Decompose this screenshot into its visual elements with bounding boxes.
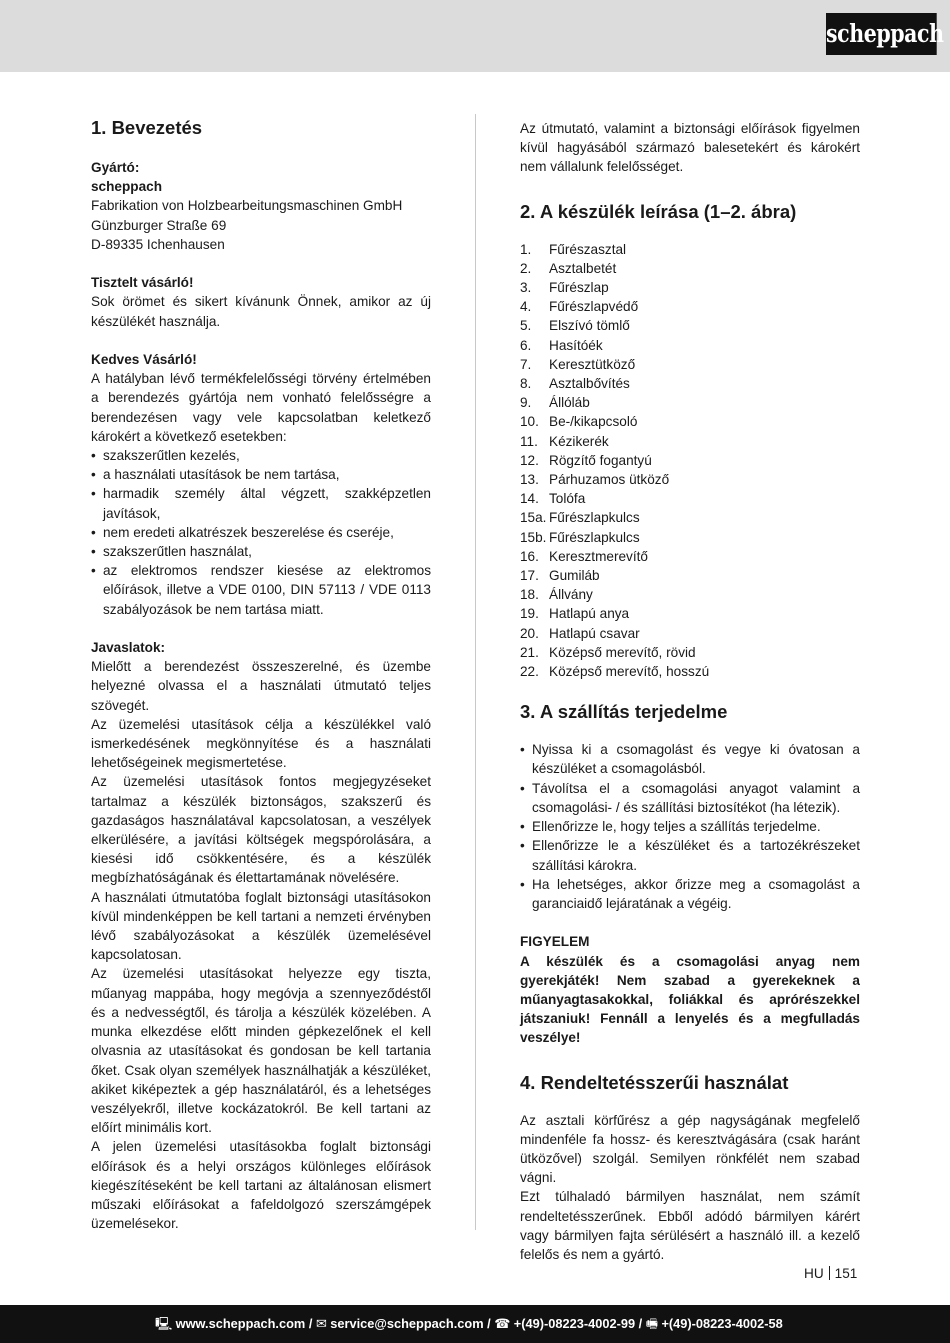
part-name: Hatlapú anya xyxy=(549,606,630,622)
part-number: 11. xyxy=(520,433,538,449)
part-number: 14. xyxy=(520,491,539,507)
part-number: 15a. xyxy=(520,510,547,526)
part-name: Rögzítő fogantyú xyxy=(549,452,652,468)
part-name: Tolófa xyxy=(549,491,586,507)
footer-separator: / xyxy=(483,1316,495,1331)
scheppach-logo: scheppach xyxy=(826,13,937,55)
warning-label: FIGYELEM xyxy=(520,934,590,950)
part-name: Hasítóék xyxy=(549,337,603,353)
part-name: Fűrészlapvédő xyxy=(549,299,639,315)
footer-phone: +(49)-08223-4002-99 xyxy=(513,1316,636,1331)
paragraph: Ezt túlhaladó bármilyen használat, nem számít rendeltetésszerűnek. Ebből adódó bármilyen kárért vagy bármilyen fajta sérülésért a használó ill. a kezelő felelős és nem a gyártó. xyxy=(520,1189,860,1262)
part-item xyxy=(520,566,860,585)
part-item xyxy=(520,432,860,451)
footer-website[interactable]: www.scheppach.com xyxy=(175,1316,306,1331)
part-number: 22. xyxy=(520,664,539,680)
part-name: Állóláb xyxy=(549,395,590,411)
part-item xyxy=(520,374,860,393)
list-item: • harmadik személy által végzett, szakképzetlen javítások, xyxy=(91,484,431,522)
list-item: • az elektromos rendszer kiesése az elektromos előírások, illetve a VDE 0100, DIN 57113 / VDE 0113 szabályozások be nem tartása miatt. xyxy=(91,561,431,619)
left-column xyxy=(91,116,431,1233)
header-band xyxy=(0,0,950,72)
address-line-2: Günzburger Straße 69 xyxy=(91,217,227,233)
part-item xyxy=(520,662,860,681)
part-name: Gumiláb xyxy=(549,568,600,584)
warning-text: A készülék és a csomagolási anyag nem gyerekjáték! Nem szabad a gyerekeknek a műanyagtasakokkal, foliákkal és aprórészekkel játszaniuk! Fennáll a lenyelés és a megfulladás veszélye! xyxy=(520,953,860,1046)
delivery-list xyxy=(520,740,860,913)
footer-fax: +(49)-08223-4002-58 xyxy=(661,1316,783,1331)
part-item xyxy=(520,528,860,547)
right-column xyxy=(520,119,860,1264)
paragraph: Az üzemelési utasításokat helyezze egy tiszta, műanyag mappába, hogy megóvja a szennyeződéstől és a nedvességtől, és tárolja a készülék közelében. A munka elkezdése előtt minden gépkezelőnek el kell olvasnia az utasításokat és gondosan be kell tartania őket. Csak olyan személyek használhatják a készüléket, akiket kiképeztek a gép használatáról, és a lehetséges veszélyekről, illetve kockázatokról. Be kell tartani az előírt minimális kort. xyxy=(91,966,431,1136)
part-number: 13. xyxy=(520,472,539,488)
address-line-1: Fabrikation von Holzbearbeitungsmaschinen GmbH xyxy=(91,198,403,214)
footer-email[interactable]: service@scheppach.com xyxy=(330,1316,484,1331)
part-number: 7. xyxy=(520,356,532,372)
paragraph: Az üzemelési utasítások fontos megjegyzéseket tartalmaz a készülék biztonságos, szakszerű és gazdaságos használatával kapcsolatosan, a veszélyek elkerülésére, a javítási költségek megspórolására, a kiesési idő csökkentésére, és a készülék megbízhatóságának és élettartamának növelésére. xyxy=(91,774,431,886)
list-item: • nem eredeti alkatrészek beszerelése és cseréje, xyxy=(91,523,431,542)
manufacturer-label: Gyártó: xyxy=(91,160,140,175)
part-item xyxy=(520,297,860,316)
part-number: 5. xyxy=(520,318,532,334)
part-name: Asztalbetét xyxy=(549,260,617,276)
part-number: 10. xyxy=(520,414,539,430)
part-item xyxy=(520,336,860,355)
liability-label: Kedves Vásárló! xyxy=(91,352,197,367)
part-name: Fűrészasztal xyxy=(549,241,627,257)
list-item: • Ellenőrizze le a készüléket és a tartozékrészeket szállítási károkra. xyxy=(520,836,860,874)
list-item: • szakszerűtlen kezelés, xyxy=(91,446,431,465)
page-separator xyxy=(829,1266,830,1280)
recommendations-label: Javaslatok: xyxy=(91,640,166,656)
part-name: Állvány xyxy=(549,587,593,603)
part-number: 20. xyxy=(520,625,539,641)
part-name: Középső merevítő, rövid xyxy=(549,644,696,660)
part-name: Kézikerék xyxy=(549,433,609,449)
part-number: 6. xyxy=(520,337,532,353)
liability-list xyxy=(91,446,431,619)
phone-icon: ☎ xyxy=(494,1316,511,1331)
part-item xyxy=(520,393,860,412)
part-name: Asztalbővítés xyxy=(549,376,630,392)
part-item xyxy=(520,470,860,489)
part-number: 21. xyxy=(520,644,539,660)
section-title-bevezetes: 1. Bevezetés xyxy=(91,117,203,138)
paragraph: A jelen üzemelési utasításokba foglalt biztonsági előírások és a helyi országos különleges előírások kiegészítéseként be kell tartani az általánosan elismert műszaki előírásokat a fafeldolgozó szerszámgépek üzemelésekor. xyxy=(91,1139,431,1232)
part-item xyxy=(520,451,860,470)
footer-separator: / xyxy=(305,1316,316,1331)
part-number: 4. xyxy=(520,299,532,315)
greeting-label: Tisztelt vásárló! xyxy=(91,275,194,291)
part-name: Fűrészlap xyxy=(549,280,609,296)
list-item: • Távolítsa el a csomagolási anyagot valamint a csomagolási- / és szállítási biztosítékot (ha létezik). xyxy=(520,779,860,817)
part-name: Keresztütköző xyxy=(549,356,636,372)
part-number: 17. xyxy=(520,568,539,584)
part-name: Középső merevítő, hosszú xyxy=(549,664,710,680)
mail-icon: ✉ xyxy=(315,1316,327,1331)
part-item xyxy=(520,624,860,643)
section-title-intended-use: 4. Rendeltetésszerűi használat xyxy=(520,1071,789,1093)
part-item xyxy=(520,508,860,527)
part-number: 19. xyxy=(520,606,539,622)
fax-icon: 🖷 xyxy=(645,1316,658,1331)
section-title-description: 2. A készülék leírása (1–2. ábra) xyxy=(520,200,797,222)
page-number-value: 151 xyxy=(834,1266,858,1281)
column-divider xyxy=(475,114,476,1230)
part-name: Párhuzamos ütköző xyxy=(549,472,670,488)
part-item xyxy=(520,547,860,566)
disclaimer-text: Az útmutató, valamint a biztonsági előírások figyelmen kívül hagyásából származó balesetekért és károkért nem vállalunk felelősséget. xyxy=(520,121,860,175)
part-item xyxy=(520,355,860,374)
part-name: Hatlapú csavar xyxy=(549,625,640,641)
list-item: • Ha lehetséges, akkor őrizze meg a csomagolást a garanciaidő lejáratának a végéig. xyxy=(520,875,860,913)
list-item: • szakszerűtlen használat, xyxy=(91,542,431,561)
page-number xyxy=(804,1264,857,1283)
computer-icon: 🖳 xyxy=(155,1316,173,1331)
section-title-delivery: 3. A szállítás terjedelme xyxy=(520,701,728,723)
liability-text: A hatályban lévő termékfelelősségi törvény értelmében a berendezés gyártója nem vonható felelősségre a berendezésen vagy vele kapcsolatban keletkező károkért a következő esetekben: xyxy=(91,371,431,444)
part-name: Elszívó tömlő xyxy=(549,318,630,334)
part-number: 12. xyxy=(520,452,539,468)
part-number: 15b. xyxy=(520,529,547,545)
part-item xyxy=(520,240,860,259)
part-name: Fűrészlapkulcs xyxy=(549,529,640,545)
list-item: • Ellenőrizze le, hogy teljes a szállítás terjedelme. xyxy=(520,817,860,836)
part-item xyxy=(520,585,860,604)
list-item: • Nyissa ki a csomagolást és vegye ki óvatosan a készüléket a csomagolásból. xyxy=(520,740,860,778)
language-code: HU xyxy=(804,1266,824,1281)
part-number: 3. xyxy=(520,280,532,296)
part-number: 8. xyxy=(520,376,532,392)
part-item xyxy=(520,259,860,278)
part-item xyxy=(520,278,860,297)
parts-list xyxy=(520,240,860,682)
part-item xyxy=(520,643,860,662)
part-name: Fűrészlapkulcs xyxy=(549,510,640,526)
part-item xyxy=(520,316,860,335)
part-item xyxy=(520,604,860,623)
paragraph: Mielőtt a berendezést összeszerelné, és üzembe helyezné olvassa el a használati útmutató teljes szövegét. xyxy=(91,659,431,713)
part-item xyxy=(520,489,860,508)
part-number: 9. xyxy=(520,395,532,411)
part-number: 16. xyxy=(520,548,539,564)
list-item: • a használati utasítások be nem tartása, xyxy=(91,465,431,484)
greeting-text: Sok örömet és sikert kívánunk Önnek, amikor az új készülékét használja. xyxy=(91,294,431,329)
address-line-3: D-89335 Ichenhausen xyxy=(91,236,225,252)
paragraph: Az üzemelési utasítások célja a készülékkel való ismerkedésének megkönnyítése és a használati lehetőségeinek megismertetése. xyxy=(91,716,431,771)
part-name: Keresztmerevítő xyxy=(549,548,648,564)
paragraph: Az asztali körfűrész a gép nagyságának megfelelő mindenféle fa hossz- és keresztvágására (csak haránt ütközővel) szolgál. Semilyen rönkfélét nem szabad vágni. xyxy=(520,1112,860,1186)
part-number: 2. xyxy=(520,260,532,276)
part-number: 1. xyxy=(520,241,532,257)
part-number: 18. xyxy=(520,587,539,603)
manufacturer-name: scheppach xyxy=(91,179,163,195)
paragraph: A használati útmutatóba foglalt biztonsági utasításokon kívül mindenképpen be kell tartani a nemzeti érvényben lévő szabályozásokat a készülék üzemelésével kapcsolatosan. xyxy=(91,889,431,963)
part-name: Be-/kikapcsoló xyxy=(549,414,638,430)
footer-separator: / xyxy=(635,1316,646,1331)
part-item xyxy=(520,412,860,431)
footer-bar xyxy=(0,1305,950,1343)
